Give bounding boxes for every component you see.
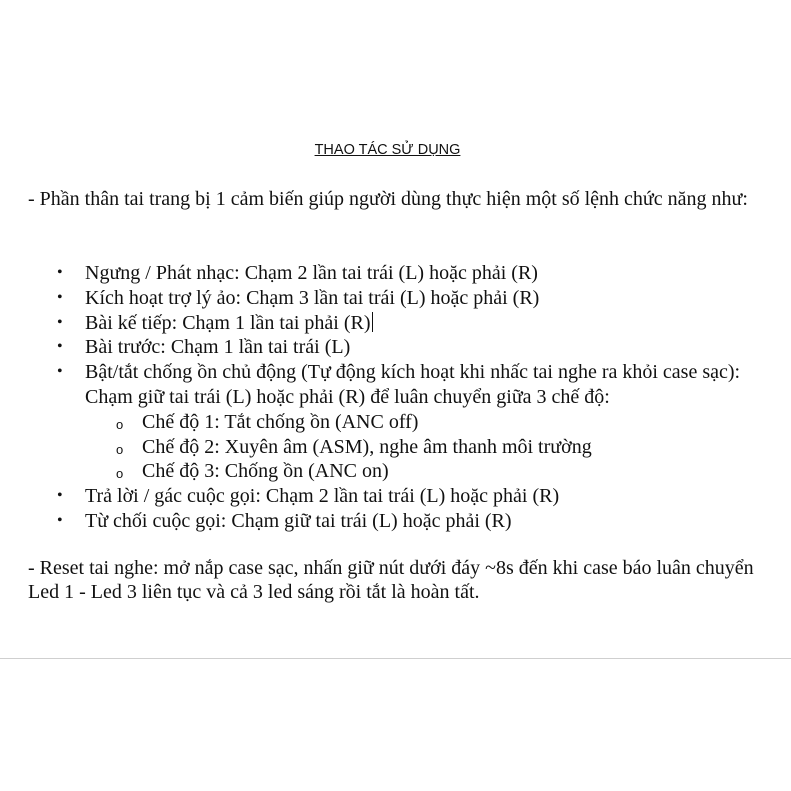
bullet-dot-icon: • bbox=[57, 313, 63, 331]
list-item-text: Kích hoạt trợ lý ảo: Chạm 3 lần tai trái (L) hoặc phải (R) bbox=[85, 286, 540, 309]
feature-list bbox=[0, 261, 780, 534]
bullet-dot-icon: • bbox=[57, 487, 63, 505]
bullet-dot-icon: • bbox=[57, 363, 63, 381]
list-item-text: Bài kế tiếp: Chạm 1 lần tai phải (R) bbox=[85, 311, 371, 334]
list-item bbox=[0, 286, 780, 311]
sub-list-item bbox=[85, 410, 780, 435]
list-item bbox=[0, 261, 780, 286]
bullet-dot-icon: • bbox=[57, 338, 63, 356]
list-item bbox=[0, 509, 780, 534]
sub-list-item bbox=[85, 435, 780, 460]
list-item-text: Bật/tắt chống ồn chủ động (Tự động kích hoạt khi nhấc tai nghe ra khỏi case sạc): Chạm giữ tai trái (L) hoặc phải (R) để luân chuyển giữa 3 chế độ: bbox=[85, 361, 741, 408]
list-item bbox=[0, 360, 780, 484]
list-item-text: Bài trước: Chạm 1 lần tai trái (L) bbox=[85, 336, 351, 359]
list-item-text: Từ chối cuộc gọi: Chạm giữ tai trái (L) hoặc phải (R) bbox=[85, 509, 512, 532]
document-title: THAO TÁC SỬ DỤNG bbox=[314, 142, 461, 158]
list-item bbox=[0, 311, 780, 336]
intro-paragraph: - Phần thân tai trang bị 1 cảm biến giúp người dùng thực hiện một số lệnh chức năng như: bbox=[28, 188, 748, 210]
list-item-text: Trả lời / gác cuộc gọi: Chạm 2 lần tai trái (L) hoặc phải (R) bbox=[85, 485, 560, 508]
list-item bbox=[0, 484, 780, 509]
reset-paragraph: - Reset tai nghe: mở nắp case sạc, nhấn giữ nút dưới đáy ~8s đến khi case báo luân chuyển Led 1 - Led 3 liên tục và cả 3 led sáng rồi tắt là hoàn tất. bbox=[28, 557, 754, 603]
sub-list-item-text: Chế độ 1: Tắt chống ồn (ANC off) bbox=[142, 410, 419, 433]
sub-list-item bbox=[85, 459, 780, 484]
text-cursor bbox=[372, 312, 373, 332]
bullet-dot-icon: • bbox=[57, 288, 63, 306]
bottom-divider bbox=[0, 658, 791, 659]
circle-bullet-icon: o bbox=[116, 441, 124, 457]
anc-mode-list bbox=[85, 410, 780, 484]
bullet-dot-icon: • bbox=[57, 511, 63, 529]
list-item-text: Ngưng / Phát nhạc: Chạm 2 lần tai trái (L) hoặc phải (R) bbox=[85, 262, 538, 284]
list-item bbox=[0, 335, 780, 360]
sub-list-item-text: Chế độ 3: Chống ồn (ANC on) bbox=[142, 460, 389, 483]
bullet-dot-icon: • bbox=[57, 264, 63, 281]
circle-bullet-icon: o bbox=[116, 466, 124, 482]
circle-bullet-icon: o bbox=[116, 416, 124, 432]
sub-list-item-text: Chế độ 2: Xuyên âm (ASM), nghe âm thanh môi trường bbox=[142, 435, 592, 458]
